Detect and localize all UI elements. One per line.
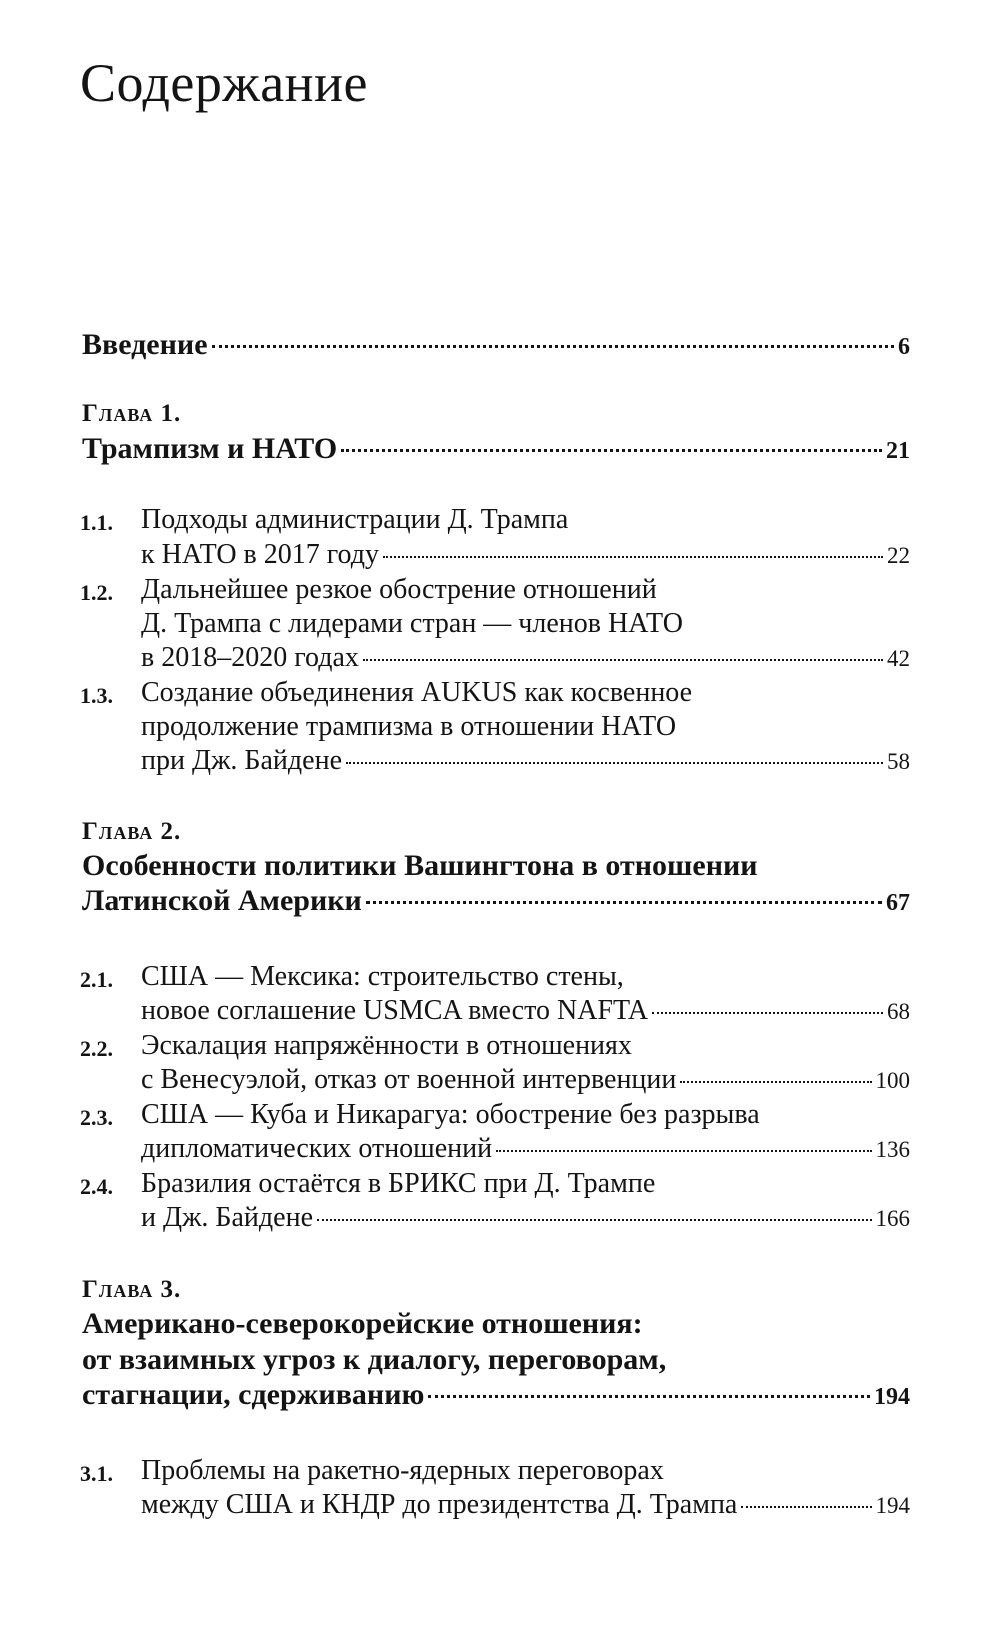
- section-title-line: Дальнейшее резкое обострение отношений: [141, 574, 657, 605]
- dot-leader: [366, 901, 882, 904]
- page-number: 194: [874, 1384, 910, 1410]
- toc-entry-intro: [82, 328, 910, 362]
- page-number: 22: [887, 543, 910, 568]
- page-number: 42: [887, 646, 910, 671]
- page-number: 68: [887, 999, 910, 1024]
- section-title-line: Бразилия остаётся в БРИКС при Д. Трампе: [141, 1168, 656, 1199]
- page-number: 136: [875, 1137, 910, 1162]
- chapter-title-line: Особенности политики Вашингтона в отношении: [82, 849, 758, 882]
- dot-leader: [652, 1012, 883, 1014]
- section-number: 2.2.: [80, 1036, 113, 1061]
- page-number: 58: [887, 749, 910, 774]
- dot-leader: [317, 1219, 871, 1221]
- section-entry: [141, 1133, 910, 1165]
- chapter-title-line: Американо-северокорейские отношения:: [82, 1307, 643, 1340]
- chapter-title-line: от взаимных угроз к диалогу, переговорам,: [82, 1343, 667, 1376]
- page-number: 100: [875, 1068, 910, 1093]
- section-title-line: Эскалация напряжённости в отношениях: [141, 1030, 632, 1061]
- chapter-title-text: стагнации, сдерживанию: [82, 1378, 425, 1411]
- section-entry: [141, 642, 910, 674]
- section-number: 2.3.: [80, 1105, 113, 1130]
- section-entry: [141, 995, 910, 1027]
- section-entry: [141, 1064, 910, 1096]
- chapter-label: Глава 2.: [82, 818, 182, 845]
- section-entry: [141, 539, 910, 571]
- section-entry: [141, 745, 910, 777]
- page-title: Содержание: [80, 53, 368, 113]
- dot-leader: [496, 1150, 871, 1152]
- chapter-title-text: Трампизм и НАТО: [82, 432, 338, 465]
- page-number: 21: [886, 438, 910, 464]
- section-title-text: новое соглашение USMCA вместо NAFTA: [141, 995, 649, 1026]
- section-number: 2.4.: [80, 1174, 113, 1199]
- page-number: 194: [875, 1493, 910, 1518]
- section-entry: [141, 1489, 910, 1521]
- section-title-text: с Венесуэлой, отказ от военной интервенции: [141, 1064, 677, 1095]
- chapter-title: [82, 432, 910, 466]
- section-title-line: Создание объединения AUKUS как косвенное: [141, 677, 693, 708]
- section-title-line: США — Куба и Никарагуа: обострение без разрыва: [141, 1099, 760, 1130]
- section-title-line: Д. Трампа с лидерами стран — членов НАТО: [141, 608, 683, 639]
- chapter-label: Глава 3.: [82, 1276, 182, 1303]
- page-number: 166: [875, 1206, 910, 1231]
- section-title-text: в 2018–2020 годах: [141, 642, 359, 673]
- page-number: 67: [886, 890, 910, 916]
- entry-title: Введение: [82, 328, 208, 361]
- section-entry: [141, 1202, 910, 1234]
- dot-leader: [680, 1081, 871, 1083]
- section-title-text: и Дж. Байдене: [141, 1202, 314, 1233]
- section-title-text: к НАТО в 2017 году: [141, 539, 379, 570]
- dot-leader: [741, 1506, 871, 1508]
- dot-leader: [383, 556, 883, 558]
- dot-leader: [428, 1395, 870, 1398]
- dot-leader: [212, 345, 894, 348]
- section-title-text: дипломатических отношений: [141, 1133, 493, 1164]
- dot-leader: [363, 659, 883, 661]
- page-number: 6: [898, 334, 910, 360]
- chapter-label: Глава 1.: [82, 400, 182, 427]
- chapter-title: [82, 1378, 910, 1412]
- section-title-line: Подходы администрации Д. Трампа: [141, 504, 569, 535]
- section-number: 1.1.: [80, 510, 113, 535]
- section-title-line: продолжение трампизма в отношении НАТО: [141, 711, 677, 742]
- dot-leader: [341, 449, 882, 452]
- section-title-text: между США и КНДР до президентства Д. Трампа: [141, 1489, 738, 1520]
- section-number: 1.3.: [80, 683, 113, 708]
- section-number: 3.1.: [80, 1461, 113, 1486]
- chapter-title: [82, 884, 910, 918]
- section-number: 1.2.: [80, 580, 113, 605]
- dot-leader: [346, 762, 883, 764]
- section-number: 2.1.: [80, 967, 113, 992]
- section-title-line: Проблемы на ракетно-ядерных переговорах: [141, 1455, 664, 1486]
- chapter-title-text: Латинской Америки: [82, 884, 362, 917]
- section-title-line: США — Мексика: строительство стены,: [141, 961, 624, 992]
- section-title-text: при Дж. Байдене: [141, 745, 342, 776]
